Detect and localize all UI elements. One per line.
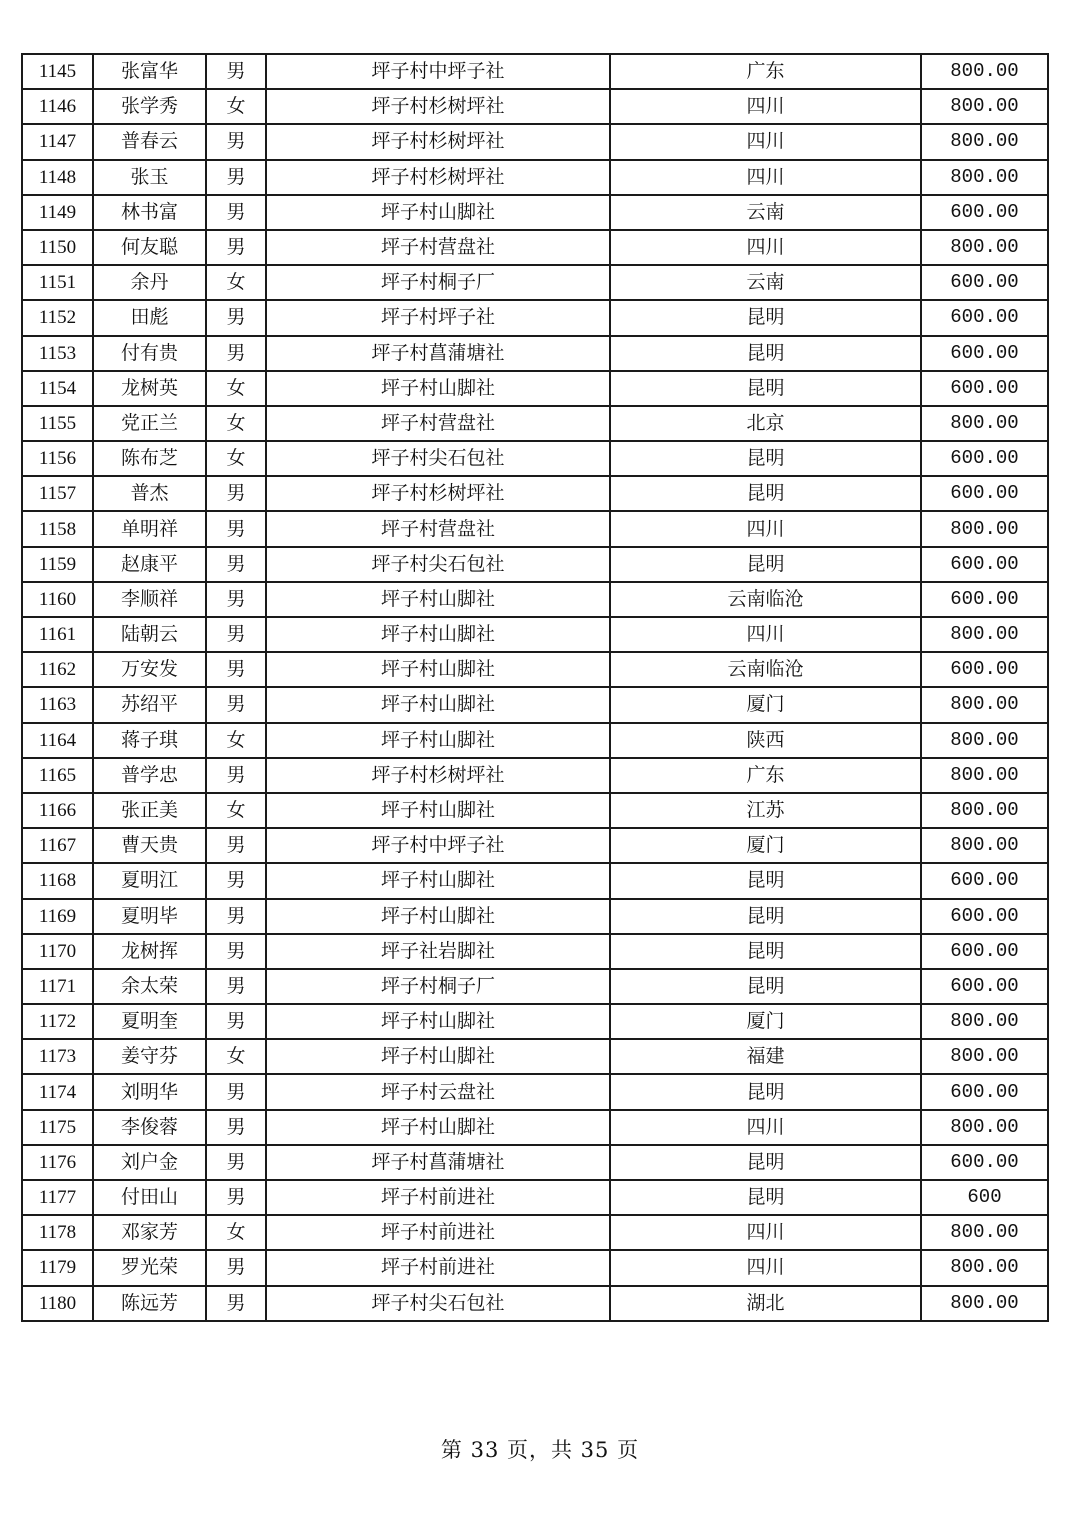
person-name-cell: 曹天贵 xyxy=(93,828,206,863)
subsidy-amount-cell: 800.00 xyxy=(921,160,1048,195)
village-group-cell: 坪子村山脚社 xyxy=(266,863,610,898)
work-location-cell: 昆明 xyxy=(610,969,921,1004)
gender-cell: 男 xyxy=(206,1180,266,1215)
row-number-cell: 1155 xyxy=(22,406,93,441)
person-name-cell: 龙树英 xyxy=(93,371,206,406)
row-number-cell: 1147 xyxy=(22,124,93,159)
subsidy-amount-cell: 600.00 xyxy=(921,652,1048,687)
subsidy-amount-cell: 600.00 xyxy=(921,441,1048,476)
person-name-cell: 李顺祥 xyxy=(93,582,206,617)
village-group-cell: 坪子村山脚社 xyxy=(266,899,610,934)
row-number-cell: 1169 xyxy=(22,899,93,934)
village-group-cell: 坪子村桐子厂 xyxy=(266,969,610,1004)
work-location-cell: 四川 xyxy=(610,160,921,195)
table-row xyxy=(22,1110,1048,1145)
work-location-cell: 昆明 xyxy=(610,476,921,511)
person-name-cell: 刘户金 xyxy=(93,1145,206,1180)
work-location-cell: 四川 xyxy=(610,1110,921,1145)
gender-cell: 女 xyxy=(206,1215,266,1250)
table-row xyxy=(22,1145,1048,1180)
village-group-cell: 坪子村尖石包社 xyxy=(266,1286,610,1321)
person-name-cell: 普杰 xyxy=(93,476,206,511)
work-location-cell: 昆明 xyxy=(610,300,921,335)
table-row xyxy=(22,1250,1048,1285)
row-number-cell: 1150 xyxy=(22,230,93,265)
gender-cell: 女 xyxy=(206,265,266,300)
gender-cell: 男 xyxy=(206,476,266,511)
work-location-cell: 昆明 xyxy=(610,547,921,582)
gender-cell: 男 xyxy=(206,687,266,722)
row-number-cell: 1166 xyxy=(22,793,93,828)
village-group-cell: 坪子村山脚社 xyxy=(266,723,610,758)
row-number-cell: 1179 xyxy=(22,1250,93,1285)
row-number-cell: 1156 xyxy=(22,441,93,476)
work-location-cell: 昆明 xyxy=(610,863,921,898)
person-name-cell: 夏明奎 xyxy=(93,1004,206,1039)
table-row xyxy=(22,793,1048,828)
work-location-cell: 云南临沧 xyxy=(610,582,921,617)
person-name-cell: 刘明华 xyxy=(93,1074,206,1109)
village-group-cell: 坪子村前进社 xyxy=(266,1215,610,1250)
gender-cell: 女 xyxy=(206,1039,266,1074)
row-number-cell: 1146 xyxy=(22,89,93,124)
table-row xyxy=(22,160,1048,195)
person-name-cell: 党正兰 xyxy=(93,406,206,441)
row-number-cell: 1149 xyxy=(22,195,93,230)
gender-cell: 男 xyxy=(206,828,266,863)
table-row xyxy=(22,54,1048,89)
row-number-cell: 1176 xyxy=(22,1145,93,1180)
row-number-cell: 1153 xyxy=(22,336,93,371)
work-location-cell: 厦门 xyxy=(610,1004,921,1039)
gender-cell: 男 xyxy=(206,758,266,793)
row-number-cell: 1178 xyxy=(22,1215,93,1250)
table-row xyxy=(22,441,1048,476)
gender-cell: 男 xyxy=(206,547,266,582)
subsidy-amount-cell: 800.00 xyxy=(921,1286,1048,1321)
work-location-cell: 昆明 xyxy=(610,1074,921,1109)
subsidy-amount-cell: 600.00 xyxy=(921,969,1048,1004)
subsidy-amount-cell: 800.00 xyxy=(921,723,1048,758)
table-row xyxy=(22,617,1048,652)
person-name-cell: 夏明江 xyxy=(93,863,206,898)
subsidy-amount-cell: 800.00 xyxy=(921,793,1048,828)
work-location-cell: 云南 xyxy=(610,265,921,300)
row-number-cell: 1163 xyxy=(22,687,93,722)
table-row xyxy=(22,300,1048,335)
table-row xyxy=(22,195,1048,230)
row-number-cell: 1151 xyxy=(22,265,93,300)
village-group-cell: 坪子村杉树坪社 xyxy=(266,476,610,511)
work-location-cell: 昆明 xyxy=(610,1180,921,1215)
work-location-cell: 福建 xyxy=(610,1039,921,1074)
gender-cell: 男 xyxy=(206,1250,266,1285)
subsidy-amount-cell: 800.00 xyxy=(921,54,1048,89)
person-name-cell: 赵康平 xyxy=(93,547,206,582)
subsidy-amount-cell: 800.00 xyxy=(921,758,1048,793)
person-name-cell: 余太荣 xyxy=(93,969,206,1004)
row-number-cell: 1157 xyxy=(22,476,93,511)
person-name-cell: 姜守芬 xyxy=(93,1039,206,1074)
work-location-cell: 昆明 xyxy=(610,1145,921,1180)
gender-cell: 男 xyxy=(206,1074,266,1109)
table-row xyxy=(22,828,1048,863)
work-location-cell: 陕西 xyxy=(610,723,921,758)
table-row xyxy=(22,582,1048,617)
row-number-cell: 1160 xyxy=(22,582,93,617)
gender-cell: 男 xyxy=(206,195,266,230)
page-footer: 第 33 页，共 35 页 xyxy=(440,1438,640,1462)
row-number-cell: 1180 xyxy=(22,1286,93,1321)
village-group-cell: 坪子村杉树坪社 xyxy=(266,124,610,159)
table-row xyxy=(22,511,1048,546)
row-number-cell: 1164 xyxy=(22,723,93,758)
row-number-cell: 1165 xyxy=(22,758,93,793)
village-group-cell: 坪子村菖蒲塘社 xyxy=(266,1145,610,1180)
gender-cell: 男 xyxy=(206,1110,266,1145)
row-number-cell: 1175 xyxy=(22,1110,93,1145)
village-group-cell: 坪子村山脚社 xyxy=(266,1110,610,1145)
table-row xyxy=(22,406,1048,441)
gender-cell: 男 xyxy=(206,124,266,159)
table-row xyxy=(22,89,1048,124)
row-number-cell: 1173 xyxy=(22,1039,93,1074)
row-number-cell: 1172 xyxy=(22,1004,93,1039)
table-row xyxy=(22,371,1048,406)
subsidy-amount-cell: 600.00 xyxy=(921,899,1048,934)
gender-cell: 男 xyxy=(206,863,266,898)
person-name-cell: 李俊蓉 xyxy=(93,1110,206,1145)
gender-cell: 男 xyxy=(206,899,266,934)
village-group-cell: 坪子村山脚社 xyxy=(266,617,610,652)
row-number-cell: 1159 xyxy=(22,547,93,582)
village-group-cell: 坪子村杉树坪社 xyxy=(266,89,610,124)
person-name-cell: 张富华 xyxy=(93,54,206,89)
village-group-cell: 坪子村营盘社 xyxy=(266,511,610,546)
subsidy-amount-cell: 600 xyxy=(921,1180,1048,1215)
table-row xyxy=(22,652,1048,687)
row-number-cell: 1158 xyxy=(22,511,93,546)
village-group-cell: 坪子村杉树坪社 xyxy=(266,160,610,195)
row-number-cell: 1162 xyxy=(22,652,93,687)
village-group-cell: 坪子村前进社 xyxy=(266,1180,610,1215)
gender-cell: 女 xyxy=(206,406,266,441)
gender-cell: 女 xyxy=(206,793,266,828)
table-row xyxy=(22,969,1048,1004)
village-group-cell: 坪子村尖石包社 xyxy=(266,547,610,582)
table-row xyxy=(22,899,1048,934)
gender-cell: 男 xyxy=(206,934,266,969)
subsidy-amount-cell: 800.00 xyxy=(921,687,1048,722)
person-name-cell: 张学秀 xyxy=(93,89,206,124)
village-group-cell: 坪子村坪子社 xyxy=(266,300,610,335)
gender-cell: 男 xyxy=(206,230,266,265)
gender-cell: 男 xyxy=(206,54,266,89)
subsidy-amount-cell: 600.00 xyxy=(921,476,1048,511)
work-location-cell: 四川 xyxy=(610,230,921,265)
subsidy-amount-cell: 800.00 xyxy=(921,828,1048,863)
village-group-cell: 坪子村菖蒲塘社 xyxy=(266,336,610,371)
person-name-cell: 余丹 xyxy=(93,265,206,300)
gender-cell: 男 xyxy=(206,160,266,195)
table-row xyxy=(22,265,1048,300)
person-name-cell: 普春云 xyxy=(93,124,206,159)
roster-table xyxy=(21,53,1049,1322)
subsidy-amount-cell: 600.00 xyxy=(921,300,1048,335)
village-group-cell: 坪子村营盘社 xyxy=(266,406,610,441)
subsidy-amount-cell: 800.00 xyxy=(921,1250,1048,1285)
row-number-cell: 1177 xyxy=(22,1180,93,1215)
subsidy-amount-cell: 600.00 xyxy=(921,863,1048,898)
subsidy-amount-cell: 600.00 xyxy=(921,934,1048,969)
subsidy-amount-cell: 800.00 xyxy=(921,1004,1048,1039)
village-group-cell: 坪子村桐子厂 xyxy=(266,265,610,300)
table-row xyxy=(22,1039,1048,1074)
subsidy-amount-cell: 600.00 xyxy=(921,582,1048,617)
subsidy-amount-cell: 600.00 xyxy=(921,1074,1048,1109)
village-group-cell: 坪子村营盘社 xyxy=(266,230,610,265)
village-group-cell: 坪子村山脚社 xyxy=(266,582,610,617)
work-location-cell: 厦门 xyxy=(610,828,921,863)
work-location-cell: 昆明 xyxy=(610,934,921,969)
table-row xyxy=(22,476,1048,511)
village-group-cell: 坪子村山脚社 xyxy=(266,652,610,687)
work-location-cell: 昆明 xyxy=(610,899,921,934)
row-number-cell: 1167 xyxy=(22,828,93,863)
village-group-cell: 坪子村中坪子社 xyxy=(266,828,610,863)
work-location-cell: 云南 xyxy=(610,195,921,230)
subsidy-amount-cell: 800.00 xyxy=(921,406,1048,441)
table-row xyxy=(22,1286,1048,1321)
table-row xyxy=(22,1180,1048,1215)
work-location-cell: 四川 xyxy=(610,1250,921,1285)
roster-body xyxy=(22,54,1048,1321)
village-group-cell: 坪子村山脚社 xyxy=(266,1004,610,1039)
row-number-cell: 1152 xyxy=(22,300,93,335)
row-number-cell: 1168 xyxy=(22,863,93,898)
subsidy-amount-cell: 800.00 xyxy=(921,89,1048,124)
gender-cell: 男 xyxy=(206,582,266,617)
person-name-cell: 龙树挥 xyxy=(93,934,206,969)
work-location-cell: 湖北 xyxy=(610,1286,921,1321)
subsidy-amount-cell: 800.00 xyxy=(921,1215,1048,1250)
gender-cell: 男 xyxy=(206,1004,266,1039)
gender-cell: 女 xyxy=(206,371,266,406)
person-name-cell: 付有贵 xyxy=(93,336,206,371)
row-number-cell: 1174 xyxy=(22,1074,93,1109)
gender-cell: 男 xyxy=(206,1286,266,1321)
work-location-cell: 四川 xyxy=(610,89,921,124)
village-group-cell: 坪子村山脚社 xyxy=(266,195,610,230)
row-number-cell: 1170 xyxy=(22,934,93,969)
table-row xyxy=(22,336,1048,371)
table-row xyxy=(22,758,1048,793)
subsidy-amount-cell: 800.00 xyxy=(921,511,1048,546)
village-group-cell: 坪子村山脚社 xyxy=(266,371,610,406)
person-name-cell: 张玉 xyxy=(93,160,206,195)
subsidy-amount-cell: 800.00 xyxy=(921,1039,1048,1074)
table-row xyxy=(22,687,1048,722)
gender-cell: 男 xyxy=(206,511,266,546)
work-location-cell: 厦门 xyxy=(610,687,921,722)
person-name-cell: 付田山 xyxy=(93,1180,206,1215)
village-group-cell: 坪子村山脚社 xyxy=(266,687,610,722)
table-row xyxy=(22,1004,1048,1039)
table-row xyxy=(22,1215,1048,1250)
gender-cell: 男 xyxy=(206,617,266,652)
table-row xyxy=(22,124,1048,159)
gender-cell: 女 xyxy=(206,723,266,758)
person-name-cell: 林书富 xyxy=(93,195,206,230)
subsidy-amount-cell: 600.00 xyxy=(921,1145,1048,1180)
person-name-cell: 普学忠 xyxy=(93,758,206,793)
work-location-cell: 广东 xyxy=(610,54,921,89)
subsidy-amount-cell: 600.00 xyxy=(921,547,1048,582)
village-group-cell: 坪子村云盘社 xyxy=(266,1074,610,1109)
village-group-cell: 坪子村前进社 xyxy=(266,1250,610,1285)
person-name-cell: 张正美 xyxy=(93,793,206,828)
work-location-cell: 四川 xyxy=(610,617,921,652)
person-name-cell: 陈远芳 xyxy=(93,1286,206,1321)
person-name-cell: 万安发 xyxy=(93,652,206,687)
row-number-cell: 1161 xyxy=(22,617,93,652)
person-name-cell: 何友聪 xyxy=(93,230,206,265)
village-group-cell: 坪子村尖石包社 xyxy=(266,441,610,476)
village-group-cell: 坪子社岩脚社 xyxy=(266,934,610,969)
work-location-cell: 江苏 xyxy=(610,793,921,828)
gender-cell: 男 xyxy=(206,1145,266,1180)
person-name-cell: 陈布芝 xyxy=(93,441,206,476)
work-location-cell: 四川 xyxy=(610,124,921,159)
gender-cell: 男 xyxy=(206,336,266,371)
gender-cell: 女 xyxy=(206,89,266,124)
person-name-cell: 蒋子琪 xyxy=(93,723,206,758)
gender-cell: 男 xyxy=(206,300,266,335)
gender-cell: 女 xyxy=(206,441,266,476)
person-name-cell: 罗光荣 xyxy=(93,1250,206,1285)
person-name-cell: 邓家芳 xyxy=(93,1215,206,1250)
subsidy-amount-cell: 800.00 xyxy=(921,1110,1048,1145)
person-name-cell: 苏绍平 xyxy=(93,687,206,722)
work-location-cell: 昆明 xyxy=(610,336,921,371)
row-number-cell: 1154 xyxy=(22,371,93,406)
village-group-cell: 坪子村山脚社 xyxy=(266,1039,610,1074)
work-location-cell: 四川 xyxy=(610,1215,921,1250)
subsidy-amount-cell: 600.00 xyxy=(921,371,1048,406)
subsidy-amount-cell: 600.00 xyxy=(921,336,1048,371)
village-group-cell: 坪子村山脚社 xyxy=(266,793,610,828)
table-row xyxy=(22,230,1048,265)
person-name-cell: 夏明毕 xyxy=(93,899,206,934)
work-location-cell: 四川 xyxy=(610,511,921,546)
subsidy-amount-cell: 800.00 xyxy=(921,230,1048,265)
table-row xyxy=(22,1074,1048,1109)
person-name-cell: 单明祥 xyxy=(93,511,206,546)
person-name-cell: 陆朝云 xyxy=(93,617,206,652)
gender-cell: 男 xyxy=(206,652,266,687)
subsidy-amount-cell: 800.00 xyxy=(921,617,1048,652)
village-group-cell: 坪子村杉树坪社 xyxy=(266,758,610,793)
subsidy-amount-cell: 800.00 xyxy=(921,124,1048,159)
work-location-cell: 云南临沧 xyxy=(610,652,921,687)
table-row xyxy=(22,934,1048,969)
work-location-cell: 昆明 xyxy=(610,441,921,476)
table-row xyxy=(22,547,1048,582)
work-location-cell: 广东 xyxy=(610,758,921,793)
table-row xyxy=(22,723,1048,758)
subsidy-amount-cell: 600.00 xyxy=(921,265,1048,300)
work-location-cell: 北京 xyxy=(610,406,921,441)
subsidy-amount-cell: 600.00 xyxy=(921,195,1048,230)
village-group-cell: 坪子村中坪子社 xyxy=(266,54,610,89)
row-number-cell: 1148 xyxy=(22,160,93,195)
table-row xyxy=(22,863,1048,898)
person-name-cell: 田彪 xyxy=(93,300,206,335)
row-number-cell: 1171 xyxy=(22,969,93,1004)
row-number-cell: 1145 xyxy=(22,54,93,89)
gender-cell: 男 xyxy=(206,969,266,1004)
work-location-cell: 昆明 xyxy=(610,371,921,406)
